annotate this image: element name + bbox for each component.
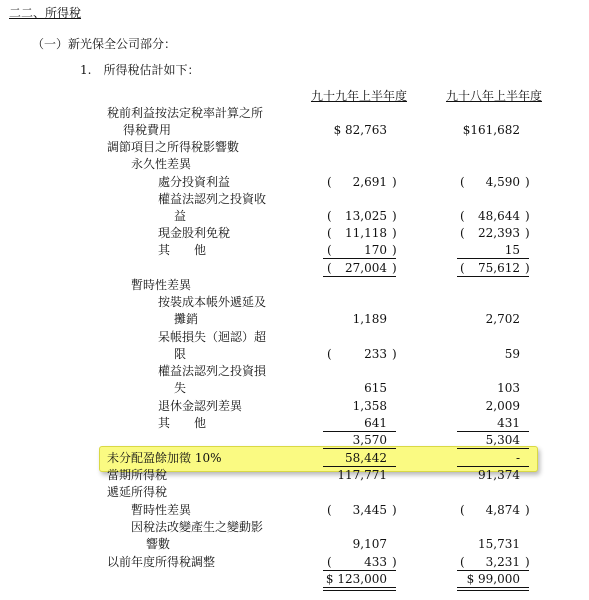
row-label: 當期所得稅 bbox=[107, 468, 168, 482]
row-value: $161,682 bbox=[462, 123, 520, 137]
paren-open: ( bbox=[327, 226, 332, 240]
underline bbox=[323, 448, 396, 449]
row-value: 58,442 bbox=[345, 451, 387, 465]
row-value: 48,644 bbox=[478, 209, 520, 223]
row-value: 2,702 bbox=[485, 312, 520, 326]
underline bbox=[457, 466, 529, 467]
underline bbox=[457, 431, 529, 432]
row-label: 益 bbox=[174, 209, 187, 223]
underline bbox=[323, 590, 396, 591]
paren-close: ) bbox=[392, 243, 397, 257]
row-label: 按裝成本帳外遞延及 bbox=[158, 295, 267, 309]
underline bbox=[457, 276, 529, 277]
row-value: 170 bbox=[364, 243, 387, 257]
paren-open: ( bbox=[460, 503, 465, 517]
row-label: 稅前利益按法定稅率計算之所 bbox=[107, 106, 264, 120]
row-value: 3,231 bbox=[485, 555, 520, 569]
underline bbox=[457, 448, 529, 449]
paren-close: ) bbox=[525, 226, 530, 240]
row-value: 59 bbox=[504, 347, 520, 361]
paren-close: ) bbox=[392, 261, 397, 275]
row-value: 233 bbox=[364, 347, 387, 361]
row-label: 權益法認列之投資損 bbox=[158, 364, 267, 378]
row-value: $ 123,000 bbox=[325, 572, 387, 586]
row-value: - bbox=[515, 451, 520, 465]
paren-open: ( bbox=[460, 261, 465, 275]
paren-open: ( bbox=[460, 226, 465, 240]
row-label: 退休金認列差異 bbox=[158, 399, 243, 413]
row-label: 限 bbox=[174, 347, 187, 361]
row-label: 暫時性差異 bbox=[131, 503, 192, 517]
row-value: 9,107 bbox=[352, 537, 387, 551]
paren-close: ) bbox=[392, 503, 397, 517]
row-value: 1,189 bbox=[352, 312, 387, 326]
underline bbox=[323, 276, 396, 277]
paren-open: ( bbox=[327, 347, 332, 361]
paren-close: ) bbox=[392, 226, 397, 240]
underline bbox=[323, 570, 396, 571]
paren-close: ) bbox=[392, 555, 397, 569]
row-value: 4,590 bbox=[485, 175, 520, 189]
row-value: 15 bbox=[504, 243, 520, 257]
paren-open: ( bbox=[327, 503, 332, 517]
underline bbox=[323, 466, 396, 467]
paren-open: ( bbox=[327, 175, 332, 189]
row-value: $ 82,763 bbox=[333, 123, 387, 137]
underline bbox=[457, 570, 529, 571]
row-value: 117,771 bbox=[337, 468, 387, 482]
row-value: 4,874 bbox=[485, 503, 520, 517]
row-value: 433 bbox=[364, 555, 387, 569]
row-label: 永久性差異 bbox=[131, 157, 192, 171]
row-label: 處分投資利益 bbox=[158, 175, 231, 189]
row-value: 641 bbox=[364, 416, 387, 430]
row-value: 13,025 bbox=[345, 209, 387, 223]
row-label: 其 他 bbox=[158, 416, 207, 430]
paren-close: ) bbox=[392, 347, 397, 361]
column-header-1: 九十九年上半年度 bbox=[310, 89, 407, 103]
underline bbox=[323, 431, 396, 432]
underline bbox=[323, 258, 396, 259]
row-value: 3,445 bbox=[352, 503, 387, 517]
row-label: 其 他 bbox=[158, 243, 207, 257]
underline bbox=[457, 590, 529, 591]
row-value: 431 bbox=[497, 416, 520, 430]
underline bbox=[457, 587, 529, 588]
row-value: 22,393 bbox=[478, 226, 520, 240]
row-value: 3,570 bbox=[352, 433, 387, 447]
row-label: 調節項目之所得稅影響數 bbox=[107, 140, 240, 154]
row-value: $ 99,000 bbox=[466, 572, 520, 586]
row-value: 75,612 bbox=[478, 261, 520, 275]
item-heading: 1. 所得稅估計如下： bbox=[80, 63, 200, 77]
row-value: 2,691 bbox=[352, 175, 387, 189]
paren-open: ( bbox=[327, 209, 332, 223]
row-label: 暫時性差異 bbox=[131, 278, 192, 292]
paren-open: ( bbox=[460, 555, 465, 569]
row-label: 響數 bbox=[146, 537, 171, 551]
row-label: 攤銷 bbox=[174, 312, 199, 326]
row-value: 11,118 bbox=[345, 226, 387, 240]
row-value: 27,004 bbox=[345, 261, 387, 275]
underline bbox=[457, 258, 529, 259]
paren-open: ( bbox=[460, 175, 465, 189]
paren-close: ) bbox=[525, 175, 530, 189]
row-value: 2,009 bbox=[485, 399, 520, 413]
row-value: 91,374 bbox=[478, 468, 520, 482]
row-label: 得稅費用 bbox=[123, 123, 172, 137]
paren-open: ( bbox=[327, 261, 332, 275]
subsection-heading: （一）新光保全公司部分： bbox=[32, 37, 177, 51]
paren-close: ) bbox=[525, 503, 530, 517]
row-label: 現金股利免稅 bbox=[158, 226, 231, 240]
paren-close: ) bbox=[392, 209, 397, 223]
paren-close: ) bbox=[525, 261, 530, 275]
row-value: 5,304 bbox=[485, 433, 520, 447]
underline bbox=[323, 587, 396, 588]
paren-open: ( bbox=[460, 209, 465, 223]
row-value: 15,731 bbox=[478, 537, 520, 551]
column-header-2: 九十八年上半年度 bbox=[445, 89, 542, 103]
paren-close: ) bbox=[525, 209, 530, 223]
row-value: 103 bbox=[497, 381, 520, 395]
row-label: 以前年度所得稅調整 bbox=[107, 555, 216, 569]
row-label: 權益法認列之投資收 bbox=[158, 192, 267, 206]
row-label: 因稅法改變產生之變動影 bbox=[131, 520, 264, 534]
row-label: 呆帳損失（迴認）超 bbox=[158, 330, 267, 344]
row-value: 615 bbox=[364, 381, 387, 395]
section-heading: 二二、所得稅 bbox=[9, 6, 82, 20]
paren-close: ) bbox=[525, 555, 530, 569]
row-label: 遞延所得稅 bbox=[107, 485, 168, 499]
paren-open: ( bbox=[327, 243, 332, 257]
row-label: 失 bbox=[174, 381, 187, 395]
row-label: 未分配盈餘加徵 10% bbox=[107, 451, 222, 465]
paren-close: ) bbox=[392, 175, 397, 189]
row-value: 1,358 bbox=[352, 399, 387, 413]
paren-open: ( bbox=[327, 555, 332, 569]
